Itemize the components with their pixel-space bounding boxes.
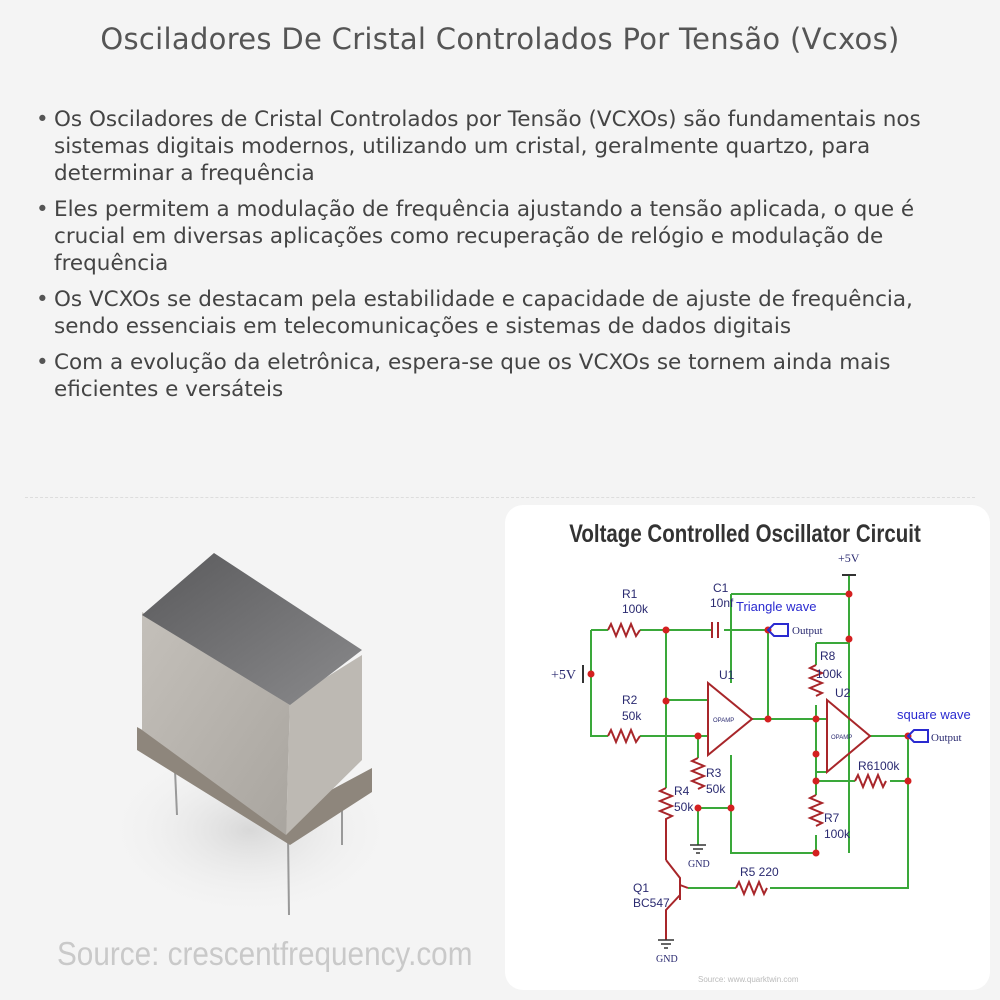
bullet-item: • Os VCXOs se destacam pela estabilidade e capacidade de ajuste de frequência, sendo essenciais em telecomunicações e sistemas de dados digitais (36, 286, 981, 340)
output2-label: Output (931, 732, 962, 744)
r3-value: 50k (706, 782, 726, 796)
u2-opamp-label: OPAMP (831, 735, 853, 741)
u1-label: U1 (719, 668, 735, 682)
circuit-source-caption: Source: www.quarktwin.com (698, 975, 799, 984)
r7-label: R7 (824, 811, 840, 825)
photo-source-caption: Source: crescentfrequency.com (57, 935, 473, 972)
c1-label: C1 (713, 581, 729, 595)
crystal-oscillator-image (0, 500, 500, 1000)
r2-label: R2 (622, 693, 638, 707)
r1-value: 100k (622, 602, 649, 616)
output1-label: Output (792, 625, 823, 637)
gnd2-label: GND (656, 954, 678, 965)
vcc-left-label: +5V (551, 668, 577, 683)
gnd1-label: GND (688, 859, 710, 870)
circuit-diagram-panel (505, 505, 990, 990)
circuit-diagram (505, 505, 990, 990)
triangle-wave-label: Triangle wave (736, 599, 817, 614)
r8-label: R8 (820, 649, 836, 663)
square-wave-label: square wave (897, 707, 971, 722)
r7-value: 100k (824, 827, 851, 841)
bullet-item: • Os Osciladores de Cristal Controlados por Tensão (VCXOs) são fundamentais nos sistemas digitais modernos, utilizando um cristal, geralmente quartzo, para determinar a frequência (36, 106, 981, 187)
r1-label: R1 (622, 587, 638, 601)
u1-opamp-label: OPAMP (713, 718, 735, 724)
divider (25, 497, 975, 498)
r8-value: 100k (816, 667, 843, 681)
bullet-item: • Eles permitem a modulação de frequência ajustando a tensão aplicada, o que é crucial em diversas aplicações como recuperação de relógio e modulação de frequência (36, 196, 981, 277)
r4-value: 50k (674, 800, 694, 814)
r3-label: R3 (706, 766, 722, 780)
bullet-item: • Com a evolução da eletrônica, espera-se que os VCXOs se tornem ainda mais eficientes e versáteis (36, 349, 981, 403)
r5-label: R5 220 (740, 865, 779, 879)
page-title: Osciladores De Cristal Controlados Por Tensão (Vcxos) (100, 22, 900, 56)
r6-label: R6100k (858, 759, 900, 773)
r2-value: 50k (622, 709, 642, 723)
q1-label: Q1 (633, 881, 650, 895)
r4-label: R4 (674, 784, 690, 798)
vcc-top-label: +5V (838, 551, 860, 565)
c1-value: 10nf (710, 596, 734, 610)
u2-label: U2 (835, 686, 851, 700)
q1-value: BC547 (633, 896, 670, 910)
circuit-title: Voltage Controlled Oscillator Circuit (569, 519, 921, 548)
bullet-list (36, 106, 981, 412)
